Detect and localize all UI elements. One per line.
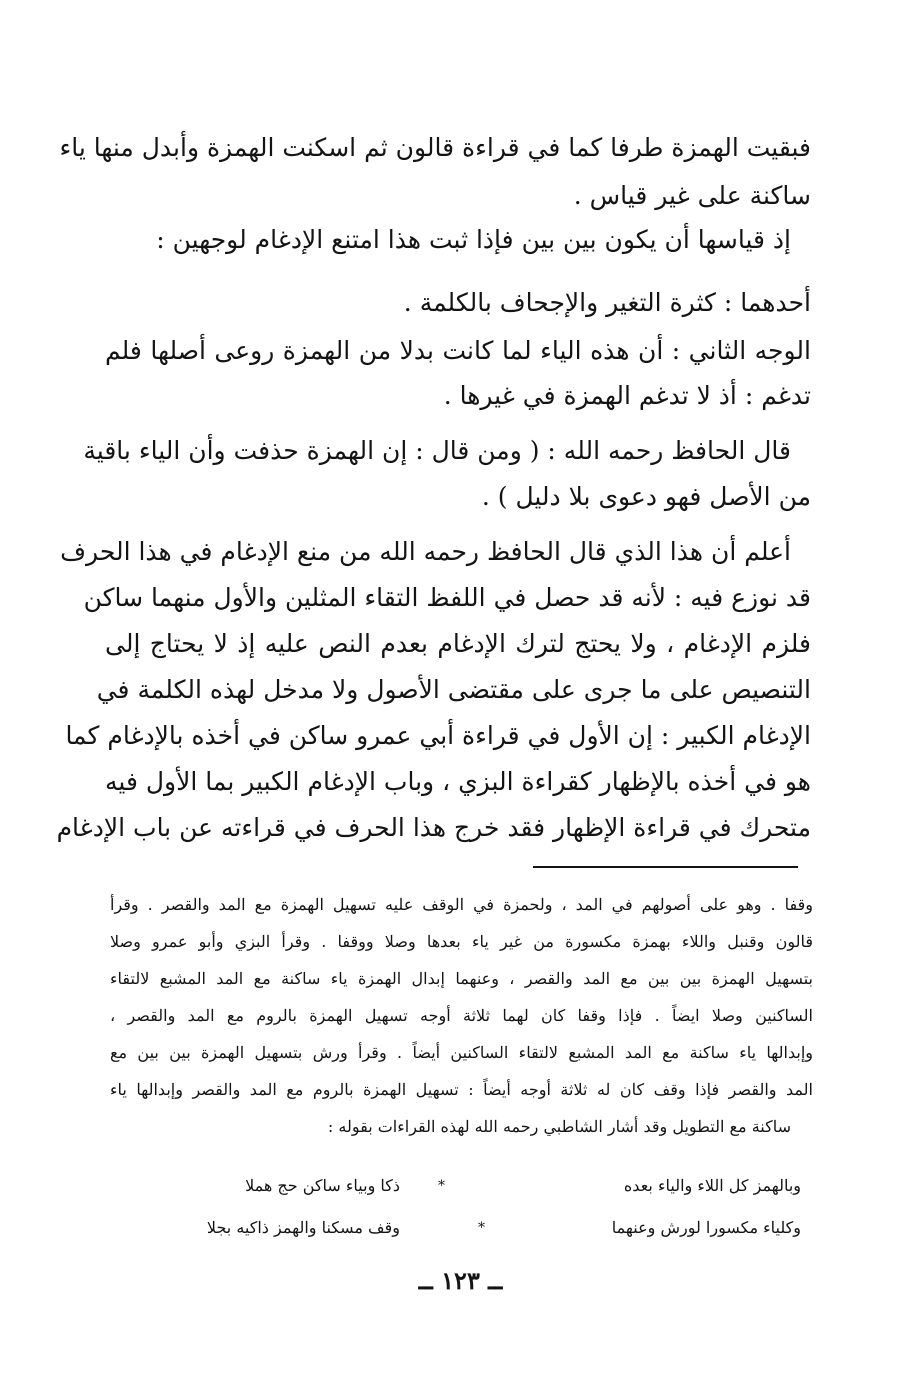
verse-second-hemistich: ذكا وبياء ساكن حج هملا bbox=[245, 1176, 400, 1195]
verse-separator: * bbox=[438, 1178, 445, 1194]
footnote-line: الساكنين وصلا ايضاً . فإذا وقفا كان لهما ثلاثة أوجه تسهيل الهمزة بالروم مع المد والقصر ، bbox=[110, 1006, 813, 1025]
footnote-line: قالون وقنبل واللاء بهمزة مكسورة من غير ياء بعدها وصلا ووقفا . وقرأ البزي وأبو عمرو وصلا bbox=[110, 932, 813, 951]
footnote-line: وإبدالها ياء ساكنة مع المد المشبع لالتقاء الساكنين أيضاً . وقرأ ورش بتسهيل الهمزة بين بين مع bbox=[110, 1043, 813, 1062]
body-line: هو في أخذه بالإظهار كقراءة البزي ، وباب الإدغام الكبير بما الأول فيه bbox=[105, 767, 811, 796]
page-number: ــ ١٢٣ ــ bbox=[418, 1266, 503, 1295]
body-line: ساكنة على غير قياس . bbox=[573, 181, 811, 210]
body-line: الإدغام الكبير : إن الأول في قراءة أبي عمرو ساكن في أخذه بالإدغام كما bbox=[65, 721, 811, 750]
body-line: قال الحافظ رحمه الله : ( ومن قال : إن الهمزة حذفت وأن الياء باقية bbox=[83, 436, 791, 465]
verse-first-hemistich: وكلياء مكسورا لورش وعنهما bbox=[611, 1218, 801, 1237]
body-line: تدغم : أذ لا تدغم الهمزة في غيرها . bbox=[443, 381, 811, 410]
body-line: إذ قياسها أن يكون بين بين فإذا ثبت هذا امتنع الإدغام لوجهين : bbox=[156, 225, 791, 254]
footnote-line: ساكنة مع التطويل وقد أشار الشاطبي رحمه الله لهذه القراءات بقوله : bbox=[327, 1117, 791, 1136]
body-line: من الأصل فهو دعوى بلا دليل ) . bbox=[481, 482, 811, 511]
footnote-separator bbox=[533, 866, 798, 868]
body-line: الوجه الثاني : أن هذه الياء لما كانت بدلا من الهمزة روعى أصلها فلم bbox=[105, 336, 811, 365]
verse-first-hemistich: وبالهمز كل اللاء والياء بعده bbox=[623, 1176, 801, 1195]
body-line: أحدهما : كثرة التغير والإجحاف بالكلمة . bbox=[403, 288, 811, 317]
verse-separator: * bbox=[478, 1220, 485, 1236]
footnote-line: وقفا . وهو على أصولهم في المد ، ولحمزة في الوقف عليه تسهيل الهمزة مع المد والقصر . وقرأ bbox=[110, 895, 814, 914]
body-line: فبقيت الهمزة طرفا كما في قراءة قالون ثم اسكنت الهمزة وأبدل منها ياء bbox=[59, 133, 811, 162]
verse-second-hemistich: وقف مسكنا والهمز ذاكيه بجلا bbox=[206, 1218, 400, 1237]
body-line: أعلم أن هذا الذي قال الحافظ رحمه الله من منع الإدغام في هذا الحرف bbox=[60, 537, 791, 566]
body-line: التنصيص على ما جرى على مقتضى الأصول ولا مدخل لهذه الكلمة في bbox=[96, 675, 811, 704]
body-line: فلزم الإدغام ، ولا يحتج لترك الإدغام بعدم النص عليه إذ لا يحتاج إلى bbox=[105, 629, 811, 658]
body-line: متحرك في قراءة الإظهار فقد خرج هذا الحرف في قراءته عن باب الإدغام bbox=[56, 813, 811, 842]
body-line: قد نوزع فيه : لأنه قد حصل في اللفظ التقاء المثلين والأول منهما ساكن bbox=[83, 583, 811, 612]
footnote-line: بتسهيل الهمزة بين بين مع المد والقصر ، وعنهما إبدال الهمزة ياء ساكنة مع المد المشبع لالتقاء bbox=[110, 969, 813, 988]
footnote-line: المد والقصر فإذا وقف كان له ثلاثة أوجه أيضاً : تسهيل الهمزة بالروم مع المد والقصر وإبدالها ياء bbox=[110, 1080, 814, 1099]
